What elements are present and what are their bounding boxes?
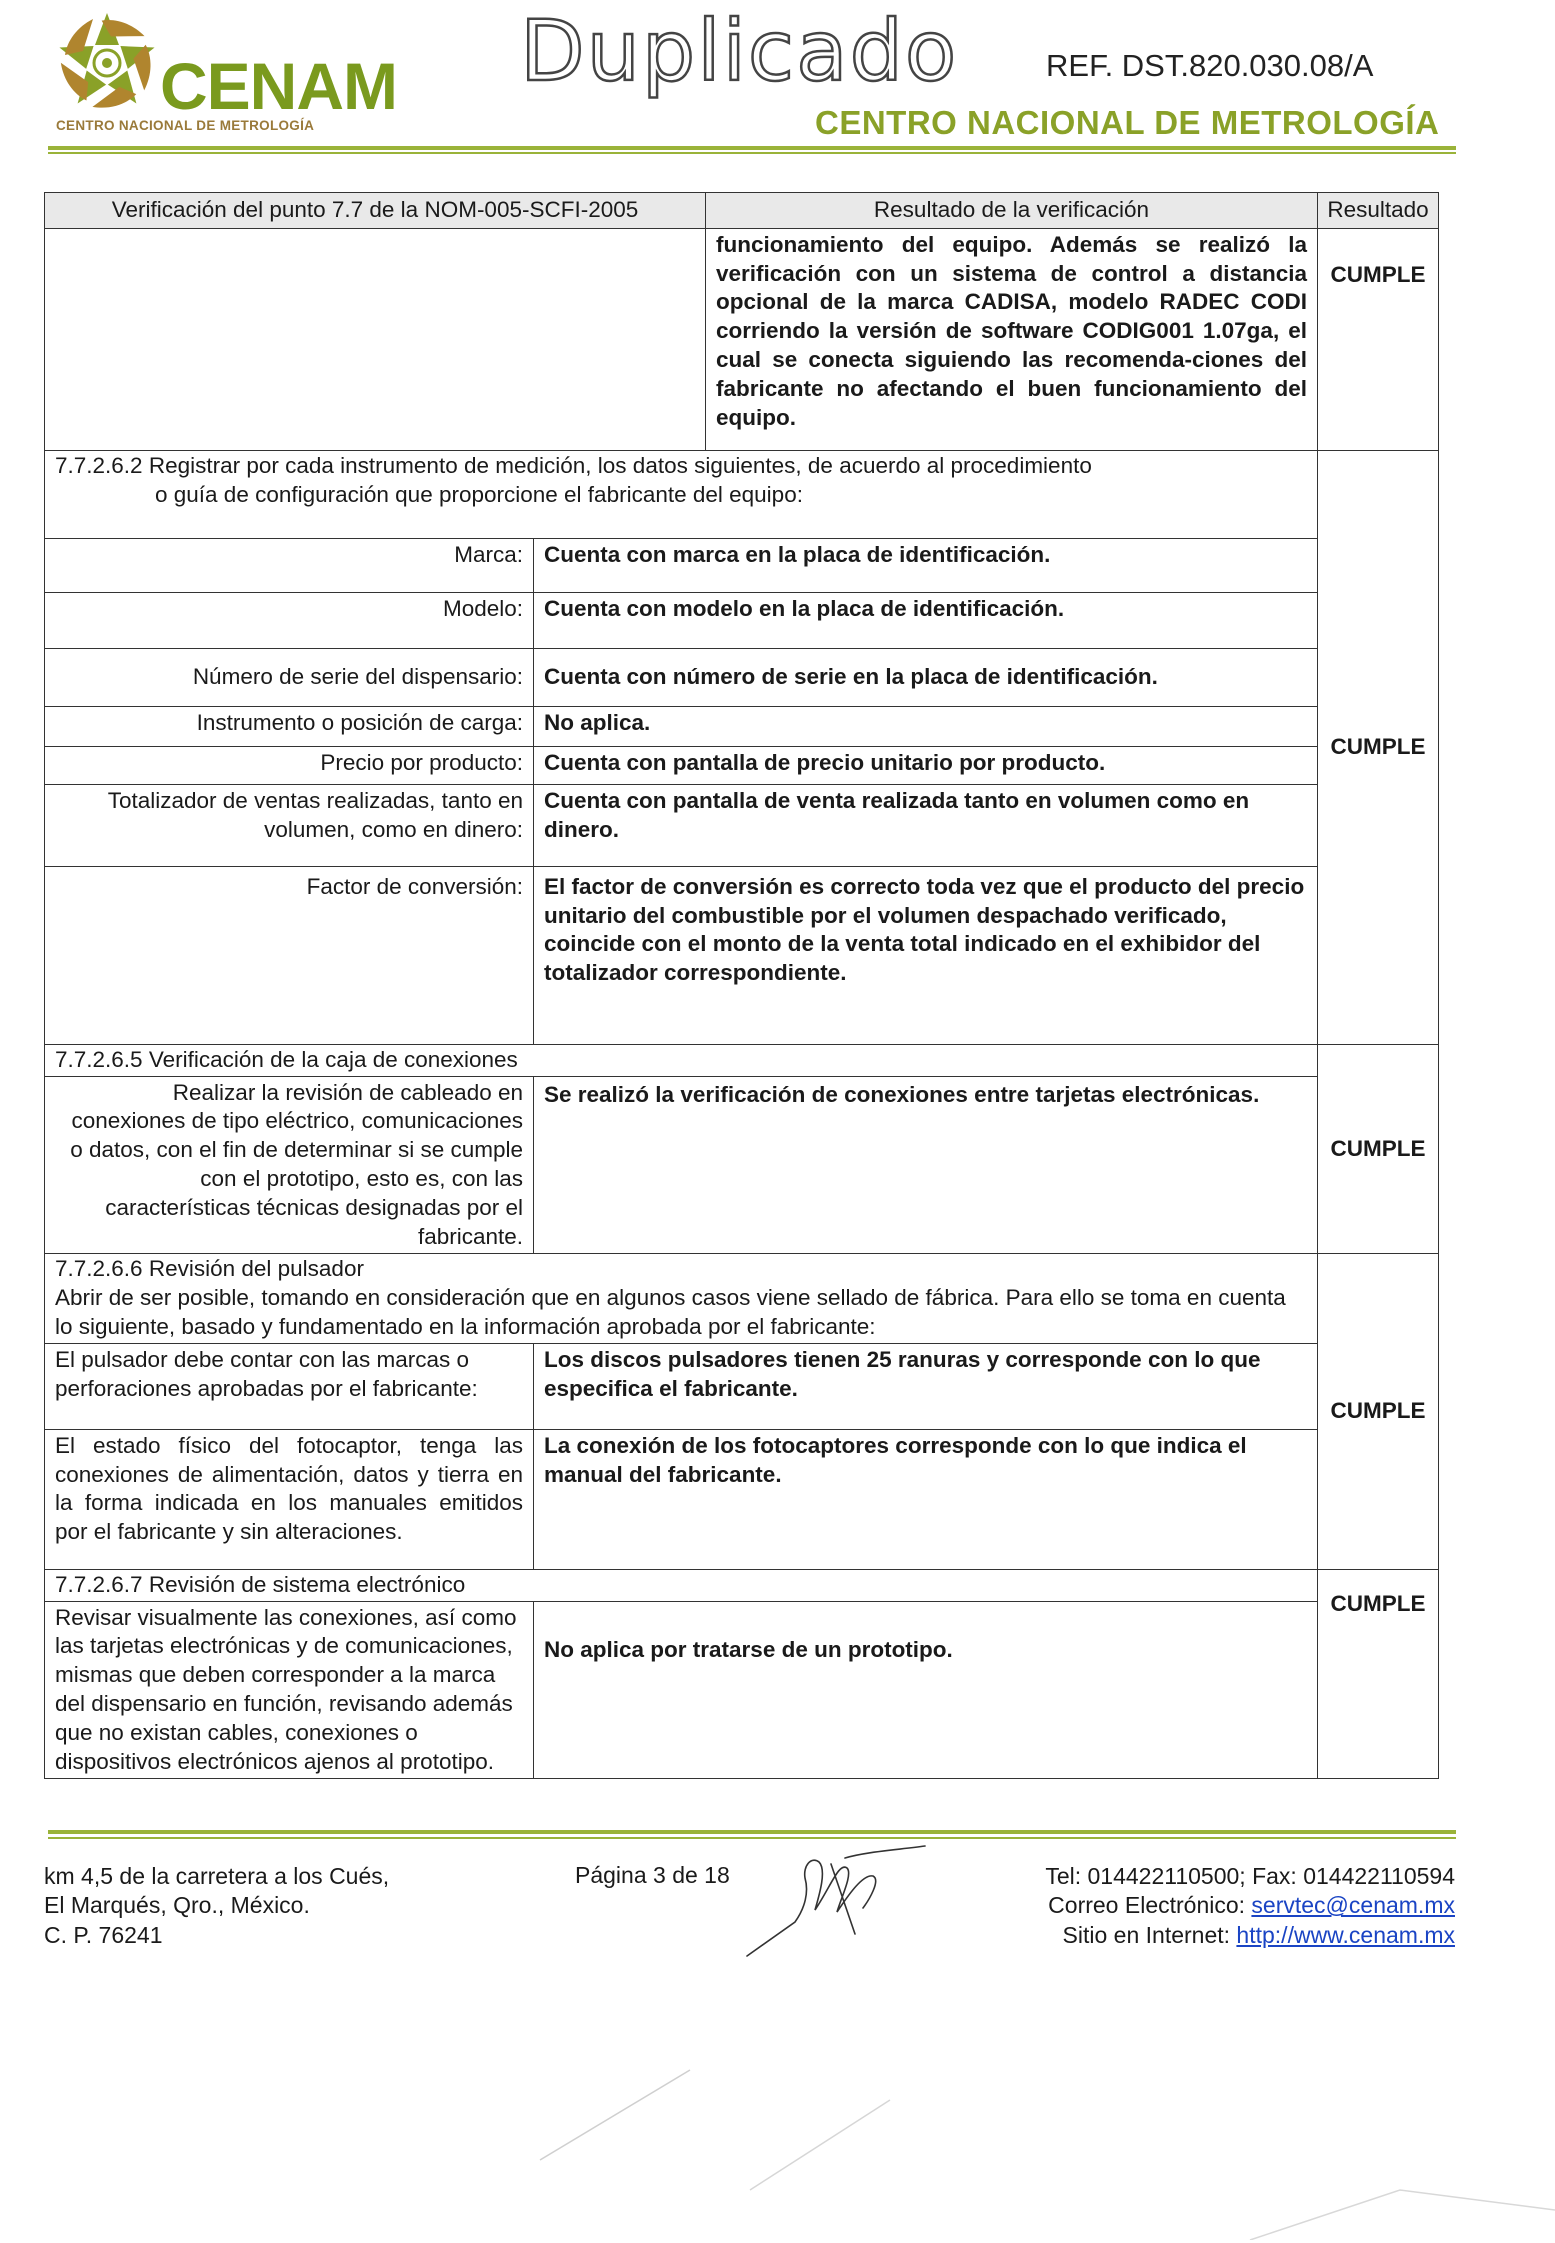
result-cumple: CUMPLE: [1318, 228, 1439, 450]
footer-contact: [1045, 1862, 1455, 1950]
header-rule: [48, 146, 1456, 150]
table-row: [45, 866, 1439, 1044]
requirement-text: Realizar la revisión de cableado en conexiones de tipo eléctrico, comunicaciones o datos, con el fin de determinar si se cumple con el prototipo, esto es, con las características técnicas designadas por el fabricante.: [45, 1076, 534, 1254]
field-label: Modelo:: [45, 592, 534, 648]
result-cumple: CUMPLE: [1318, 1254, 1439, 1569]
section-7726-7-title: 7.7.2.6.7 Revisión de sistema electrónico: [45, 1569, 1318, 1601]
email-label: Correo Electrónico:: [1048, 1892, 1252, 1919]
result-cumple: CUMPLE: [1318, 450, 1439, 1044]
section-7726-6-title: 7.7.2.6.6 Revisión del pulsador: [55, 1256, 364, 1282]
finding-text: Se realizó la verificación de conexiones entre tarjetas electrónicas.: [534, 1076, 1318, 1254]
table-row: [45, 746, 1439, 784]
table-row: [45, 784, 1439, 866]
page-number: Página 3 de 18: [575, 1862, 730, 1888]
table-header-row: [45, 193, 1439, 229]
result-cumple: CUMPLE: [1318, 1569, 1439, 1779]
requirement-text: Revisar visualmente las conexiones, así como las tarjetas electrónicas y de comunicaciones, mismas que deben corresponder a la marca del dispensario en función, revisando además que no existan cables, conexiones o dispositivos electrónicos ajenos al prototipo.: [45, 1601, 534, 1779]
field-value: Cuenta con pantalla de precio unitario por producto.: [534, 746, 1318, 784]
address-line: El Marqués, Qro., México.: [44, 1892, 310, 1919]
contact-phone: Tel: 014422110500; Fax: 014422110594: [1045, 1863, 1455, 1889]
cenam-emblem-icon: [52, 8, 162, 118]
table-row: [45, 1601, 1439, 1779]
web-label: Sitio en Internet:: [1062, 1921, 1237, 1948]
table-row: [45, 1429, 1439, 1569]
logo-subtitle: CENTRO NACIONAL DE METROLOGÍA: [56, 118, 315, 133]
field-label: Precio por producto:: [45, 746, 534, 784]
field-value: Cuenta con número de serie en la placa de identificación.: [534, 648, 1318, 706]
table-row: [45, 1343, 1439, 1429]
web-link[interactable]: http://www.cenam.mx: [1236, 1921, 1455, 1948]
duplicado-stamp: Duplicado: [520, 2, 959, 100]
finding-text: Los discos pulsadores tienen 25 ranuras y corresponde con lo que especifica el fabricante.: [534, 1343, 1318, 1429]
result-cumple: CUMPLE: [1318, 1044, 1439, 1254]
table-row: [45, 592, 1439, 648]
field-label: Factor de conversión:: [45, 866, 534, 1044]
field-value: El factor de conversión es correcto toda vez que el producto del precio unitario del combustible por el volumen despachado verificado, coincide con el monto de la venta total indicado en el exhibidor del totalizador correspondiente.: [534, 866, 1318, 1044]
finding-text: No aplica por tratarse de un prototipo.: [534, 1601, 1318, 1779]
header-result-detail: Resultado de la verificación: [706, 193, 1318, 229]
footer-rule: [48, 1830, 1456, 1834]
signature-icon: [735, 1838, 935, 1968]
section-title-line2: o guía de configuración que proporcione el fabricante del equipo:: [155, 481, 803, 507]
continuation-text: funcionamiento del equipo. Además se realizó la verificación con un sistema de control a distancia opcional de la marca CADISA, modelo RADEC CODI corriendo la versión de software CODIG001 1.07ga, el cual se conecta siguiendo las recomenda-ciones del fabricante no afectando el buen funcionamiento del equipo.: [706, 228, 1318, 450]
table-row: [45, 1076, 1439, 1254]
email-link[interactable]: servtec@cenam.mx: [1251, 1892, 1455, 1919]
field-label: Marca:: [45, 538, 534, 592]
requirement-text: El estado físico del fotocaptor, tenga las conexiones de alimentación, datos y tierra en la forma indicada en los manuales emitidos por el fabricante y sin alteraciones.: [45, 1429, 534, 1569]
cenam-logo: [52, 8, 402, 138]
center-name: CENTRO NACIONAL DE METROLOGÍA: [815, 104, 1440, 141]
table-row: [45, 228, 1439, 450]
header-result: Resultado: [1318, 193, 1439, 229]
logo-text: CENAM: [160, 49, 397, 123]
contact-email-line: [1045, 1891, 1455, 1920]
section-7726-2-title: [45, 450, 1318, 538]
section-7726-5-title: 7.7.2.6.5 Verificación de la caja de conexiones: [45, 1044, 1318, 1076]
field-label: Totalizador de ventas realizadas, tanto en volumen, como en dinero:: [45, 784, 534, 866]
finding-text: La conexión de los fotocaptores corresponde con lo que indica el manual del fabricante.: [534, 1429, 1318, 1569]
section-title-row: [45, 450, 1439, 538]
section-title-row: [45, 1569, 1439, 1601]
empty-cell: [45, 228, 706, 450]
section-title-row: [45, 1044, 1439, 1076]
address-line: km 4,5 de la carretera a los Cués,: [44, 1863, 390, 1889]
section-7726-6-intro: Abrir de ser posible, tomando en consideración que en algunos casos viene sellado de fábrica. Para ello se toma en cuenta lo siguiente, basado y fundamentado en la información aprobada por el fabricante:: [55, 1285, 1286, 1339]
field-label: Número de serie del dispensario:: [45, 648, 534, 706]
verification-table: [44, 192, 1438, 1779]
field-value: No aplica.: [534, 706, 1318, 746]
header-verification: Verificación del punto 7.7 de la NOM-005-SCFI-2005: [45, 193, 706, 229]
header-rule-thin: [48, 152, 1456, 154]
section-7726-6-header: [45, 1254, 1318, 1343]
address-line: C. P. 76241: [44, 1921, 163, 1948]
field-label: Instrumento o posición de carga:: [45, 706, 534, 746]
document-reference: REF. DST.820.030.08/A: [1046, 48, 1374, 83]
field-value: Cuenta con marca en la placa de identificación.: [534, 538, 1318, 592]
table-row: [45, 706, 1439, 746]
paper-fold-marks: [0, 2040, 1555, 2240]
contact-web-line: [1045, 1921, 1455, 1950]
section-title-row: [45, 1254, 1439, 1343]
field-value: Cuenta con modelo en la placa de identificación.: [534, 592, 1318, 648]
table-row: [45, 538, 1439, 592]
requirement-text: El pulsador debe contar con las marcas o perforaciones aprobadas por el fabricante:: [45, 1343, 534, 1429]
footer-address: [44, 1862, 389, 1950]
table-row: [45, 648, 1439, 706]
field-value: Cuenta con pantalla de venta realizada tanto en volumen como en dinero.: [534, 784, 1318, 866]
section-title-line1: 7.7.2.6.2 Registrar por cada instrumento de medición, los datos siguientes, de acuerdo al procedimiento: [55, 452, 1092, 478]
